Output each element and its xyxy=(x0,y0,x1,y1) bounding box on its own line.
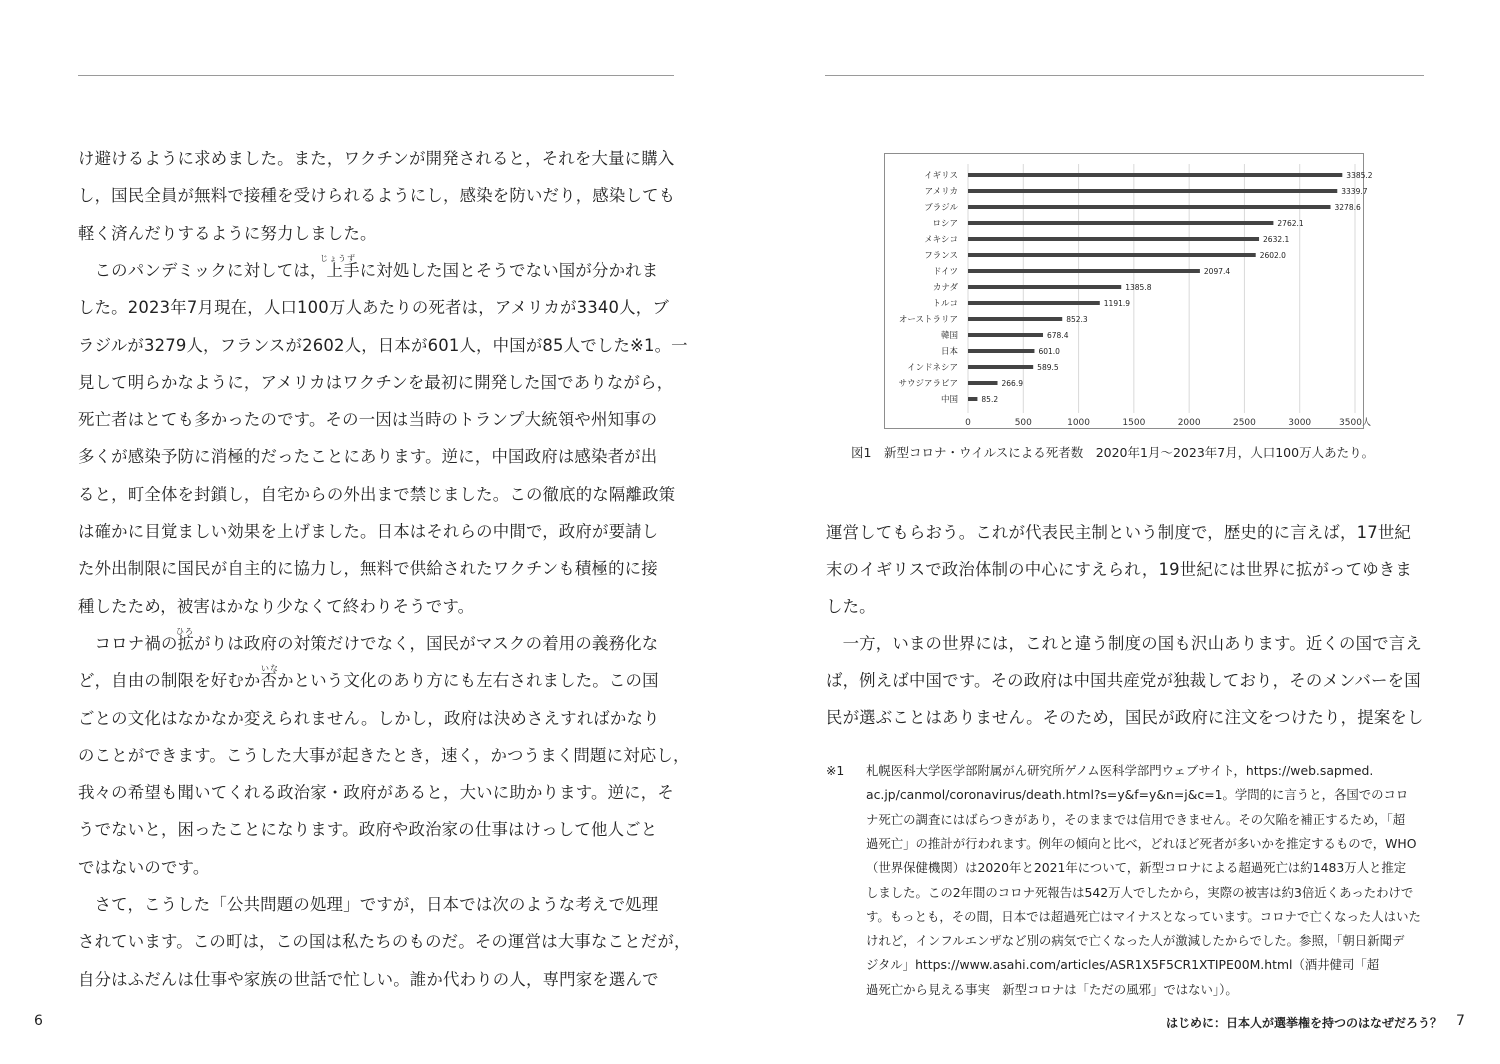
bar xyxy=(968,397,977,401)
right-header-rule xyxy=(825,75,1424,76)
ruby-annotation: いな xyxy=(261,664,279,673)
text-line: ごとの文化はなかなか変えられません。しかし，政府は決めさえすればかなり xyxy=(78,708,660,728)
category-label: ドイツ xyxy=(932,267,958,277)
footnote-line: ジタル」https://www.asahi.com/articles/ASR1X5F5CR1XTIPE00M.html（酒井健司「超 xyxy=(866,957,1380,973)
left-header-rule xyxy=(78,75,674,76)
footnote-line: ナ死亡の調査にはばらつきがあり，そのままでは信用できません。その欠陥を補正するため，「超 xyxy=(866,811,1406,827)
text-line: 我々の希望も聞いてくれる政治家・政府があると，大いに助かります。逆に，そ xyxy=(78,783,674,803)
text-line: のことができます。こうした大事が起きたとき，速く，かつうまく問題に対応し， xyxy=(78,745,690,765)
category-label: カナダ xyxy=(932,283,958,293)
category-label: メキシコ xyxy=(924,235,958,245)
text-line: ど，自由の制限を好むか否かという文化のあり方にも左右されました。この国 xyxy=(78,671,659,691)
text-line: 自分はふだんは仕事や家族の世話で忙しい。誰か代わりの人，専門家を選んで xyxy=(78,969,659,989)
category-label: 中国 xyxy=(940,395,958,405)
text-line: 民が選ぶことはありません。そのため，国民が政府に注文をつけたり，提案をし xyxy=(826,708,1424,727)
x-tick-label: 2000 xyxy=(1177,418,1201,428)
bar-value-label: 601.0 xyxy=(1038,347,1060,356)
category-label: 韓国 xyxy=(940,331,958,341)
footnote-line: す。もっとも，その間，日本では超過死亡はマイナスとなっています。コロナで亡くなった人はいた xyxy=(866,908,1421,924)
bar xyxy=(968,269,1200,273)
category-label: アメリカ xyxy=(924,187,958,197)
ruby-annotation: じょうず xyxy=(320,254,356,263)
bar-value-label: 852.3 xyxy=(1066,315,1088,324)
x-tick-label: 3000 xyxy=(1288,418,1312,428)
footnote-line: しました。この2年間のコロナ死報告は542万人でしたから，実際の被害は約3倍近くあったわけで xyxy=(866,884,1414,900)
bar-value-label: 589.5 xyxy=(1037,363,1059,372)
figure-caption: 図1 新型コロナ・ウイルスによる死者数 2020年1月～2023年7月，人口100万人あたり。 xyxy=(851,445,1375,460)
ruby-annotation: ひろ xyxy=(176,627,194,636)
text-line: した。 xyxy=(826,597,876,616)
category-label: イギリス xyxy=(924,171,958,181)
text-line: 末のイギリスで政治体制の中心にすえられ，19世紀には世界に拡がってゆきま xyxy=(826,560,1412,579)
text-line: されています。この町は，この国は私たちのものだ。その運営は大事なことだが， xyxy=(78,932,691,952)
category-label: インドネシア xyxy=(907,363,958,373)
bar xyxy=(968,285,1121,289)
text-line: した。2023年7月現在，人口100万人あたりの死者は，アメリカが3340人，ブ xyxy=(78,298,669,318)
text-line: 軽く済んだりするように努力しました。 xyxy=(78,223,377,243)
category-label: フランス xyxy=(924,251,958,261)
bar-chart xyxy=(885,154,1373,430)
text-line: コロナ禍の拡がりは政府の対策だけでなく，国民がマスクの着用の義務化な xyxy=(78,633,659,653)
footnote-line: 札幌医科大学医学部附属がん研究所ゲノム医科学部門ウェブサイト，https://web.sapmed. xyxy=(866,763,1374,778)
text-line: 種したため，被害はかなり少なくて終わりそうです。 xyxy=(78,596,475,616)
footnote-line: （世界保健機関）は2020年と2021年について，新型コロナによる超過死亡は約1483万人と推定 xyxy=(866,860,1407,876)
category-label: ブラジル xyxy=(924,203,958,213)
bar-value-label: 3385.2 xyxy=(1346,171,1373,180)
category-label: オーストラリア xyxy=(898,315,958,325)
category-label: ロシア xyxy=(932,219,958,229)
x-tick-label: 3500人 xyxy=(1339,418,1371,428)
text-line: ではないのです。 xyxy=(78,857,210,877)
bar xyxy=(968,349,1034,353)
bar xyxy=(968,189,1337,193)
footnote-mark: ※1 xyxy=(826,763,845,778)
bar xyxy=(968,221,1273,225)
bar-value-label: 678.4 xyxy=(1047,331,1069,340)
category-label: トルコ xyxy=(932,299,958,309)
x-tick-label: 500 xyxy=(1014,418,1032,428)
bar xyxy=(968,301,1100,305)
text-line: このパンデミックに対しては，上手に対処した国とそうでない国が分かれま xyxy=(78,260,659,280)
text-line: 一方，いまの世界には，これと違う制度の国も沢山あります。近くの国で言え xyxy=(826,634,1422,653)
x-tick-label: 2500 xyxy=(1232,418,1256,428)
bar-value-label: 3339.7 xyxy=(1341,187,1368,196)
category-label: サウジアラビア xyxy=(898,379,958,389)
text-line: ると，町全体を封鎖し，自宅からの外出まで禁じました。この徹底的な隔離政策 xyxy=(78,484,676,504)
x-tick-label: 1500 xyxy=(1122,418,1146,428)
bar xyxy=(968,253,1256,257)
running-head: はじめに：日本人が選挙権を持つのはなぜだろう？ xyxy=(1166,1016,1443,1030)
text-line: 死亡者はとても多かったのです。その一因は当時のトランプ大統領や州知事の xyxy=(78,410,658,430)
x-tick-label: 1000 xyxy=(1067,418,1091,428)
bar-value-label: 85.2 xyxy=(981,395,999,404)
page-number-right: 7 xyxy=(1456,1013,1465,1029)
footnote-line: 過死亡」の推計が行われます。例年の傾向と比べ，どれほど死者が多いかを推定するもので，WHO xyxy=(866,835,1417,851)
bar xyxy=(968,381,998,385)
text-line: ラジルが3279人，フランスが2602人，日本が601人，中国が85人でした※1。一 xyxy=(78,335,688,355)
chart-figure xyxy=(884,153,1373,429)
bar-value-label: 2097.4 xyxy=(1203,267,1231,276)
category-label: 日本 xyxy=(940,347,958,357)
bar-value-label: 2762.1 xyxy=(1277,219,1304,228)
text-line: さて，こうした「公共問題の処理」ですが，日本では次のような考えで処理 xyxy=(78,895,659,914)
bar-value-label: 2632.1 xyxy=(1263,235,1290,244)
text-line: 多くが感染予防に消極的だったことにあります。逆に，中国政府は感染者が出 xyxy=(78,447,658,467)
text-line: け避けるように求めました。また，ワクチンが開発されると，それを大量に購入 xyxy=(78,149,675,168)
text-line: ば，例えば中国です。その政府は中国共産党が独裁しており，そのメンバーを国 xyxy=(826,671,1421,690)
footnote-line: 過死亡から見える事実 新型コロナは「ただの風邪」ではない」）。 xyxy=(866,981,1238,997)
bar-value-label: 1191.9 xyxy=(1103,299,1131,308)
text-line: 見して明らかなように，アメリカはワクチンを最初に開発した国でありながら， xyxy=(78,372,674,392)
bar xyxy=(968,317,1062,321)
bar xyxy=(968,205,1331,209)
bar xyxy=(968,173,1342,177)
page-number-left: 6 xyxy=(34,1013,43,1029)
bar-value-label: 2602.0 xyxy=(1259,251,1286,260)
text-line: 運営してもらおう。これが代表民主制という制度で，歴史的に言えば，17世紀 xyxy=(826,523,1412,542)
bar xyxy=(968,365,1033,369)
bar xyxy=(968,333,1043,337)
text-line: し，国民全員が無料で接種を受けられるようにし，感染を防いだり，感染しても xyxy=(78,186,676,206)
bar-value-label: 266.9 xyxy=(1001,379,1023,388)
bar-value-label: 1385.8 xyxy=(1125,283,1152,292)
text-line: た外出制限に国民が自主的に協力し，無料で供給されたワクチンも積極的に接 xyxy=(78,559,658,579)
footnote-line: けれど，インフルエンザなど別の病気で亡くなった人が激減したからでした。参照，「朝日新聞デ xyxy=(866,933,1405,949)
bar xyxy=(968,237,1259,241)
bar-value-label: 3278.6 xyxy=(1334,203,1361,212)
text-line: うでないと，困ったことになります。政府や政治家の仕事はけっして他人ごと xyxy=(78,820,658,840)
text-line: は確かに目覚ましい効果を上げました。日本はそれらの中間で，政府が要請し xyxy=(78,522,659,541)
footnote-line: ac.jp/canmol/coronavirus/death.html?s=y&f=y&n=j&c=1。学問的に言うと，各国でのコロ xyxy=(866,787,1409,803)
x-tick-label: 0 xyxy=(965,418,971,428)
